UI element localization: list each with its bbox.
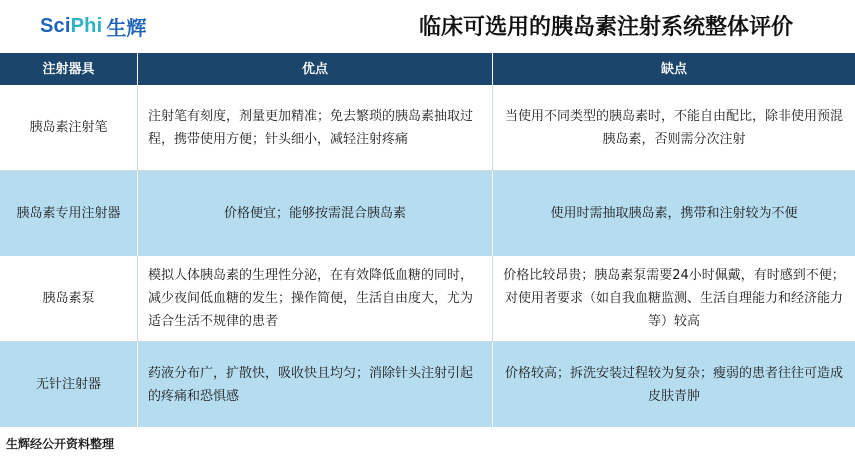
header-device: 注射器具	[0, 53, 138, 85]
cell-device: 胰岛素注射笔	[0, 85, 138, 170]
cell-device: 无针注射器	[0, 342, 138, 427]
cell-device: 胰岛素专用注射器	[0, 171, 138, 256]
source-note: 生辉经公开资料整理	[6, 437, 115, 451]
header-pros: 优点	[138, 53, 493, 85]
cell-pros: 注射笔有刻度，剂量更加精准；免去繁琐的胰岛素抽取过程，携带使用方便；针头细小，减轻注射疼痛	[138, 85, 493, 170]
brand-logo	[40, 12, 147, 40]
logo-cn: 生辉	[106, 15, 147, 40]
cell-cons: 价格较高；拆洗安装过程较为复杂；瘦弱的患者往往可造成皮肤青肿	[493, 342, 855, 427]
table-row	[0, 171, 855, 256]
cell-pros: 模拟人体胰岛素的生理性分泌，在有效降低血糖的同时，减少夜间低血糖的发生；操作简便，生活自由度大，尤为适合生活不规律的患者	[138, 256, 493, 341]
page-title: 临床可选用的胰岛素注射系统整体评价	[418, 15, 793, 40]
cell-pros: 价格便宜；能够按需混合胰岛素	[138, 171, 493, 256]
header-cons: 缺点	[493, 53, 855, 85]
cell-pros: 药液分布广，扩散快，吸收快且均匀；消除针头注射引起的疼痛和恐惧感	[138, 342, 493, 427]
table-row	[0, 256, 855, 342]
comparison-table	[0, 53, 855, 427]
table-header-row	[0, 53, 855, 85]
cell-cons: 当使用不同类型的胰岛素时，不能自由配比，除非使用预混胰岛素，否则需分次注射	[493, 85, 855, 170]
cell-cons: 使用时需抽取胰岛素，携带和注射较为不便	[493, 171, 855, 256]
logo-phi: Phi	[70, 14, 103, 37]
cell-cons: 价格比较昂贵；胰岛素泵需要24小时佩戴，有时感到不便；对使用者要求（如自我血糖监测、生活自理能力和经济能力等）较高	[493, 256, 855, 341]
table-row	[0, 342, 855, 427]
logo-sci: Sci	[40, 14, 71, 37]
table-row	[0, 85, 855, 171]
cell-device: 胰岛素泵	[0, 256, 138, 341]
